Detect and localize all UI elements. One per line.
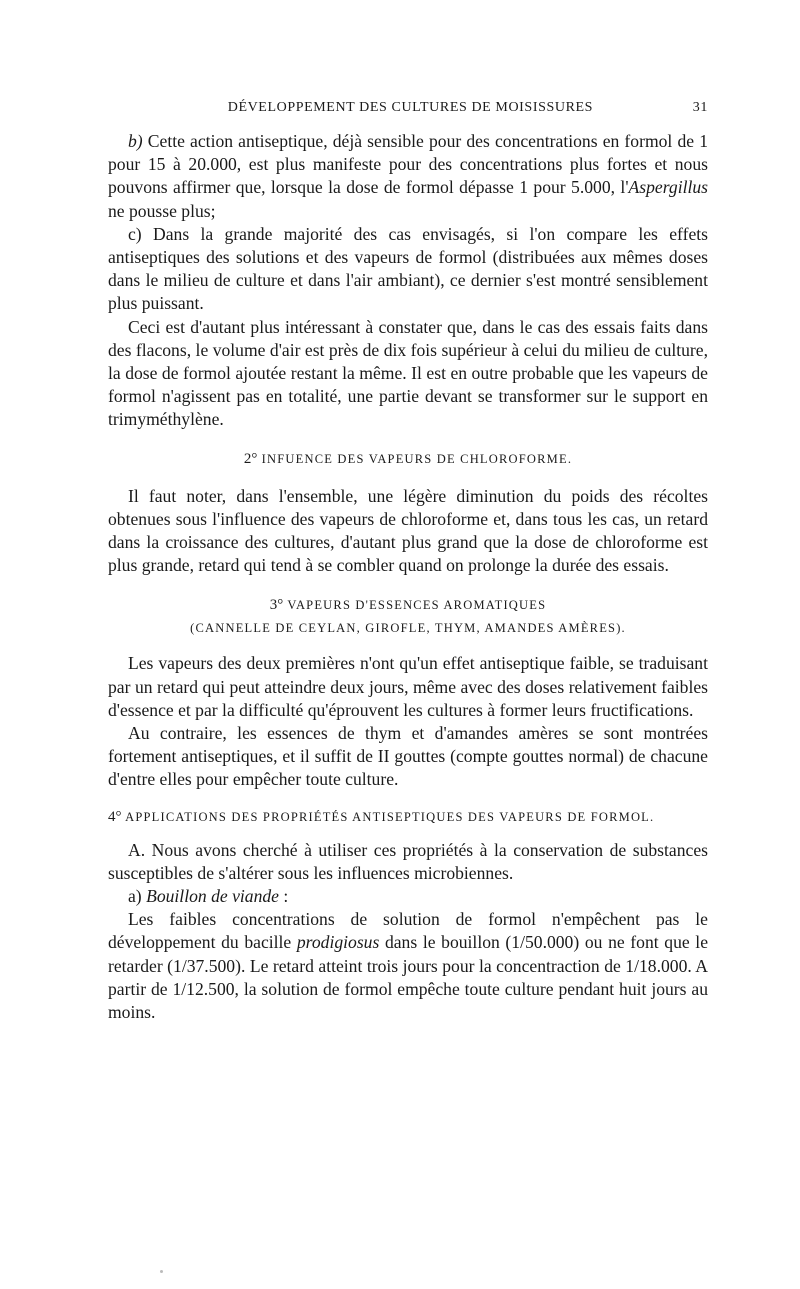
genus-name: Aspergillus (628, 177, 708, 198)
item-label-b: b) (128, 131, 143, 151)
section-heading-3-line1 (108, 594, 708, 617)
section-heading-3 (108, 594, 708, 640)
running-title: DÉVELOPPEMENT DES CULTURES DE MOISISSURES (227, 100, 594, 115)
paragraph-ceci: Ceci est d'autant plus intéressant à constater que, dans le cas des essais faits dans des flacons, le volume d'air est près de dix fois supérieur à celui du milieu de culture, la dose de formol ajoutée restant la même. Il est en outre probable que les vapeurs de formol n'agissent pas en totalité, une partie devant se transformer sur le support en trimyméthylène. (108, 316, 708, 430)
subsection-colon: : (278, 886, 289, 907)
paper-speck (160, 1270, 163, 1273)
section-title-4: APPLICATIONS DES PROPRIÉTÉS ANTISEPTIQUES DES VAPEURS DE FORMOL. (125, 809, 655, 824)
section-title-3: VAPEURS D'ESSENCES AROMATIQUES (287, 598, 547, 613)
item-label-a: a) (128, 886, 147, 907)
section-heading-4 (108, 806, 708, 829)
subsection-title-bouillon: Bouillon de viande (146, 886, 279, 907)
page (108, 100, 708, 1024)
section-number-2: 2° (243, 450, 258, 467)
section-title-2: INFUENCE DES VAPEURS DE CHLOROFORME. (261, 451, 573, 466)
paragraph-chloroforme: Il faut noter, dans l'ensemble, une légère diminution du poids des récoltes obtenues sous l'influence des vapeurs de chloroforme et, dans tous les cas, un retard dans la croissance des cultures, d'autant plus grand que la dose de chloroforme est plus grande, retard qui tend à se combler quand on prolonge la durée des essais. (108, 485, 708, 576)
paragraph-A: A. Nous avons cherché à utiliser ces propriétés à la conservation de substances susceptibles de s'altérer sous les influences microbiennes. (108, 839, 708, 883)
paragraph-a-heading (108, 885, 708, 908)
section-subtitle-3: (CANNELLE DE CEYLAN, GIROFLE, THYM, AMANDES AMÈRES). (190, 621, 626, 636)
paragraph-faibles-tail: dans le bouillon (1/50.000) ou ne font que le retarder (1/37.500). Le retard atteint trois jours pour la concentraction de 1/18.000. A partir de 1/12.500, la solution de formol empêche toute culture pendant huit jours au moins. (108, 932, 709, 1023)
section-number-4: 4° (108, 808, 122, 825)
paragraph-c: c) Dans la grande majorité des cas envisagés, si l'on compare les effets antiseptiques des solutions et des vapeurs de formol (distribuées aux mêmes doses dans le milieu de culture et dans l'air ambiant), ce dernier s'est montré sensiblement plus puissant. (108, 223, 708, 314)
paragraph-faibles-text: Les faibles concentrations de solution de formol n'empêchent pas le développement du bacille (108, 909, 708, 953)
running-header (108, 100, 708, 130)
section-number-3: 3° (269, 597, 284, 614)
section-heading-2 (108, 448, 708, 471)
page-number: 31 (692, 100, 708, 115)
species-name: prodigiosus (296, 932, 380, 953)
paragraph-b (108, 130, 708, 223)
paragraph-faibles (108, 908, 708, 1024)
paragraph-essences-2: Au contraire, les essences de thym et d'amandes amères se sont montrées fortement antiseptiques, et il suffit de II gouttes (compte gouttes normal) de chacune d'entre elles pour empêcher toute culture. (108, 723, 708, 790)
paragraph-b-text: Cette action antiseptique, déjà sensible pour des concentrations en formol de 1 pour 15 à 20.000, est plus manifeste pour des concentrations plus fortes et nous pouvons affirmer que, lorsque la dose de formol dépasse 1 pour 5.000, l' (108, 131, 708, 198)
paragraph-b-tail: ne pousse plus; (108, 200, 216, 221)
paragraph-essences-1: Les vapeurs des deux premières n'ont qu'un effet antiseptique faible, se traduisant par un retard qui peut atteindre deux jours, même avec des doses relativement faibles d'essence et par la difficulté qu'éprouvent les cultures à former leurs fructifications. (108, 653, 708, 720)
